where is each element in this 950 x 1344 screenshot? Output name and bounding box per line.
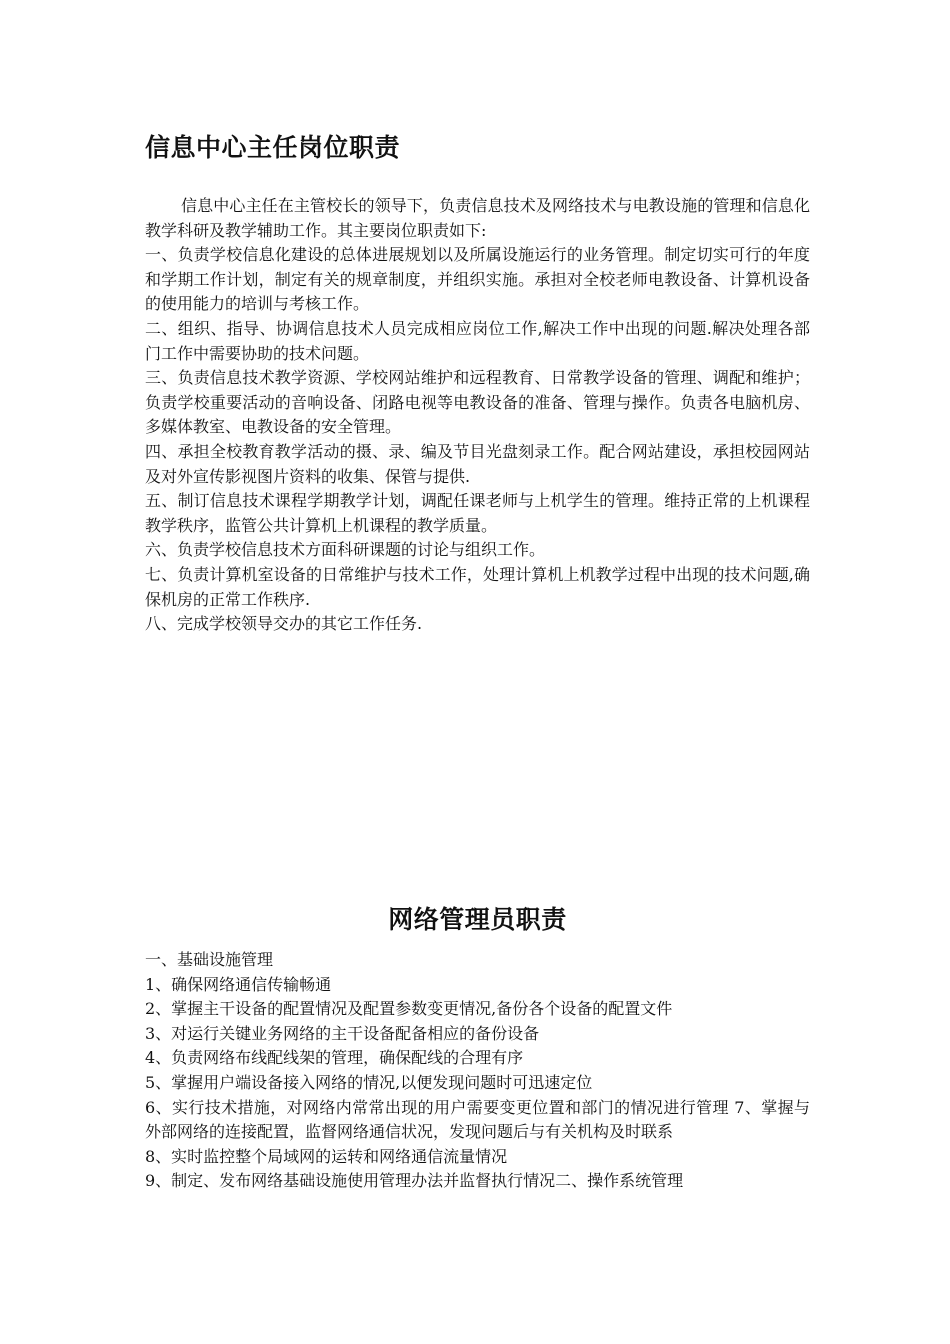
section-title-director: 信息中心主任岗位职责	[145, 133, 401, 162]
duty-item-5: 五、制订信息技术课程学期教学计划，调配任课老师与上机学生的管理。维持正常的上机课程教学秩序，监管公共计算机上机课程的教学质量。	[145, 491, 810, 535]
network-line-5: 5、掌握用户端设备接入网络的情况,以便发现问题时可迅速定位	[145, 1072, 593, 1092]
network-line-3: 3、对运行关键业务网络的主干设备配备相应的备份设备	[145, 1023, 540, 1043]
network-line-6-7: 6、实行技术措施，对网络内常常出现的用户需要变更位置和部门的情况进行管理 7、掌握与外部网络的连接配置，监督网络通信状况，发现问题后与有关机构及时联系	[145, 1097, 810, 1142]
section-network-admin-duties	[145, 900, 810, 1194]
network-line-1: 1、确保网络通信传输畅通	[145, 974, 332, 994]
network-line-heading: 一、基础设施管理	[145, 950, 274, 969]
network-line-9: 9、制定、发布网络基础设施使用管理办法并监督执行情况二、操作系统管理	[145, 1171, 684, 1191]
duty-item-1: 一、负责学校信息化建设的总体进展规划以及所属设施运行的业务管理。制定切实可行的年度和学期工作计划，制定有关的规章制度，并组织实施。承担对全校老师电教设备、计算机设备的使用能力的培训与考核工作。	[145, 245, 810, 314]
duty-item-3: 三、负责信息技术教学资源、学校网站维护和远程教育、日常教学设备的管理、调配和维护；负责学校重要活动的音响设备、闭路电视等电教设备的准备、管理与操作。负责各电脑机房、多媒体教室、电教设备的安全管理。	[145, 368, 810, 437]
duty-item-7: 七、负责计算机室设备的日常维护与技术工作，处理计算机上机教学过程中出现的技术问题,确保机房的正常工作秩序.	[145, 564, 810, 609]
duty-item-6: 六、负责学校信息技术方面科研课题的讨论与组织工作。	[145, 540, 546, 560]
section-director-duties	[145, 128, 810, 637]
network-line-2: 2、掌握主干设备的配置情况及配置参数变更情况,备份各个设备的配置文件	[145, 999, 673, 1019]
network-line-4: 4、负责网络布线配线架的管理，确保配线的合理有序	[145, 1048, 524, 1068]
network-line-8: 8、实时监控整个局域网的运转和网络通信流量情况	[145, 1146, 508, 1166]
section-title-network-admin: 网络管理员职责	[388, 905, 567, 934]
intro-paragraph: 信息中心主任在主管校长的领导下，负责信息技术及网络技术与电教设施的管理和信息化教学科研及教学辅助工作。其主要岗位职责如下:	[145, 196, 810, 240]
duty-item-8: 八、完成学校领导交办的其它工作任务.	[145, 614, 423, 634]
duty-item-2: 二、组织、指导、协调信息技术人员完成相应岗位工作,解决工作中出现的问题.解决处理各部门工作中需要协助的技术问题。	[145, 318, 810, 363]
duty-item-4: 四、承担全校教育教学活动的摄、录、编及节目光盘刻录工作。配合网站建设，承担校园网站及对外宣传影视图片资料的收集、保管与提供.	[145, 441, 810, 486]
